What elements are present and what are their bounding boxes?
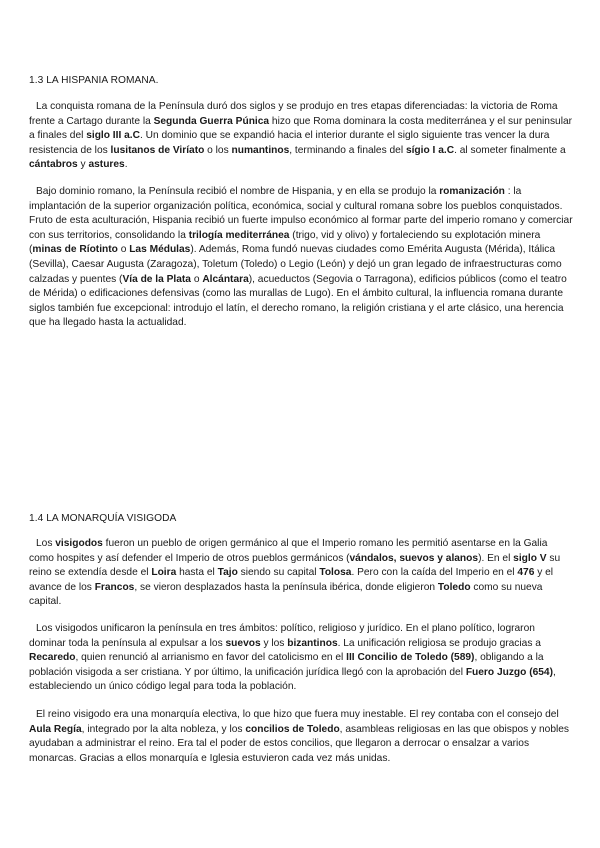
text-run: ). Además, Roma fundó nuevas ciudades como Emérita Augusta (Mérida), Itálica (Sevilla), Caesar Augusta (Zaragoza), Toletum (Toledo) o Legio (León) y dejó un gran legado de infraestructuras como calzadas y puentes ( bbox=[29, 244, 562, 285]
text-run: y bbox=[77, 159, 89, 171]
text-run: , integrado por la alta nobleza, y los bbox=[81, 723, 246, 735]
paragraph-visigodos-origen bbox=[29, 537, 573, 610]
text-run: siendo su capital bbox=[237, 567, 320, 579]
text-run: . al someter finalmente a bbox=[454, 144, 566, 156]
text-run: , asambleas religiosas en las que obispos y nobles ayudaban a administrar el reino. Era tal el poder de estos concilios, que llegaron a derrocar o ensalzar a varios monarcas. Gracias a ellos monarquía e Iglesia estuvieron cada vez más unidas. bbox=[29, 723, 570, 764]
bold-term: trilogía mediterránea bbox=[188, 229, 290, 241]
text-run: , se vieron desplazados hasta la península ibérica, donde eligieron bbox=[134, 581, 438, 593]
text-run: . Pero con la caída del Imperio en el bbox=[351, 567, 518, 579]
text-run: : la implantación de la superior organización política, económica, social y cultural romana sobre los pueblos conquistados. Fruto de esta aculturación, Hispania recibió un fuerte impulso económico al formar parte del imperio romano y comerciar con sus territorios, consolidando la bbox=[29, 186, 573, 241]
bold-term: numantinos bbox=[231, 144, 290, 156]
bold-term: 476 bbox=[517, 567, 535, 579]
text-run: como su nueva capital. bbox=[29, 581, 543, 608]
text-run: o bbox=[117, 244, 130, 256]
text-run: . Un dominio que se expandió hacia el interior durante el siglo siguiente tras vencer la dura resistencia de los bbox=[29, 130, 550, 156]
bold-term: astures bbox=[88, 159, 125, 171]
bold-term: III Concilio de Toledo (589) bbox=[346, 652, 475, 664]
bold-term: siglo III a.C bbox=[86, 130, 140, 142]
bold-term: Recaredo bbox=[29, 652, 76, 664]
bold-term: sígio I a.C bbox=[405, 144, 455, 156]
paragraph-romanizacion bbox=[29, 185, 573, 331]
text-run: su reino se extendía desde el bbox=[29, 552, 561, 579]
bold-term: minas de Ríotinto bbox=[32, 244, 118, 256]
text-run: y el avance de los bbox=[29, 567, 554, 593]
bold-term: vándalos, suevos y alanos bbox=[349, 552, 479, 564]
text-run: Los bbox=[36, 538, 56, 549]
text-run: o bbox=[190, 273, 203, 285]
text-run: fueron un pueblo de origen germánico al que el Imperio romano les permitió asentarse en la Galia como hospites y así defender el Imperio de otros pueblos germánicos ( bbox=[29, 538, 548, 564]
text-run: , quien renunció al arrianismo en favor del catolicismo en el bbox=[75, 652, 347, 664]
bold-term: siglo V bbox=[513, 552, 547, 564]
text-run: , obligando a la población visigoda a ser cristiana. Y por último, la unificación jurídica llegó con la aprobación del bbox=[29, 652, 544, 678]
bold-term: Francos bbox=[94, 581, 135, 593]
bold-term: romanización bbox=[439, 186, 505, 197]
paragraph-conquista-romana bbox=[29, 100, 573, 173]
bold-term: Vía de la Plata bbox=[122, 273, 191, 285]
text-run: Los visigodos unificaron la península en tres ámbitos: político, religioso y jurídico. En el plano político, lograron dominar toda la península al expulsar a los bbox=[29, 623, 535, 649]
bold-term: concilios de Toledo bbox=[245, 723, 340, 735]
bold-term: cántabros bbox=[29, 159, 78, 171]
text-run: o los bbox=[204, 144, 232, 156]
section-heading-monarquia-visigoda: 1.4 LA MONARQUÍA VISIGODA bbox=[29, 513, 177, 524]
bold-term: Aula Regía bbox=[29, 723, 82, 735]
text-run: (trigo, vid y olivo) y fortaleciendo su explotación minera ( bbox=[29, 229, 541, 256]
bold-term: Tajo bbox=[217, 567, 238, 579]
text-run: hizo que Roma dominara la costa mediterránea y el sur peninsular a finales del bbox=[29, 115, 573, 142]
text-run: ), acueductos (Segovia o Tarragona), edificios públicos (como el teatro de Mérida) o edificaciones defensivas (como las murallas de Lugo). En el ámbito cultural, la influencia romana durante siglos también fue excepcional: introdujo el latín, el derecho romano, la religión cristiana y el arte clásico, una herencia que ha llegado hasta la actualidad. bbox=[29, 273, 567, 329]
paragraph-unificacion bbox=[29, 622, 573, 695]
bold-term: Las Médulas bbox=[129, 244, 191, 256]
text-run: , estableciendo un único código legal para toda la población. bbox=[29, 666, 556, 693]
bold-term: Fuero Juzgo (654) bbox=[465, 666, 553, 678]
text-run: , terminando a finales del bbox=[289, 144, 406, 156]
bold-term: Alcántara bbox=[202, 273, 249, 285]
bold-term: Segunda Guerra Púnica bbox=[153, 115, 270, 127]
bold-term: bizantinos bbox=[287, 637, 338, 649]
bold-term: Loira bbox=[151, 567, 177, 579]
bold-term: Tolosa bbox=[319, 567, 352, 579]
text-run: . La unificación religiosa se produjo gracias a bbox=[337, 637, 541, 649]
text-run: . bbox=[124, 159, 128, 171]
bold-term: suevos bbox=[225, 637, 261, 649]
bold-term: lusitanos de Viríato bbox=[110, 144, 205, 156]
section-heading-hispania-romana: 1.3 LA HISPANIA ROMANA. bbox=[29, 75, 159, 86]
text-run: ). En el bbox=[478, 552, 514, 564]
bold-term: Toledo bbox=[437, 581, 471, 593]
text-run: y los bbox=[260, 637, 288, 649]
paragraph-monarquia-electiva bbox=[29, 708, 573, 766]
text-run: La conquista romana de la Península duró dos siglos y se produjo en tres etapas diferenciadas: la victoria de Roma frente a Cartago durante la bbox=[29, 101, 558, 127]
text-run: Bajo dominio romano, la Península recibió el nombre de Hispania, y en ella se produjo la bbox=[36, 186, 440, 197]
text-run: hasta el bbox=[176, 567, 218, 579]
text-run: El reino visigodo era una monarquía electiva, lo que hizo que fuera muy inestable. El rey contaba con el consejo del bbox=[36, 709, 559, 720]
bold-term: visigodos bbox=[55, 538, 103, 549]
